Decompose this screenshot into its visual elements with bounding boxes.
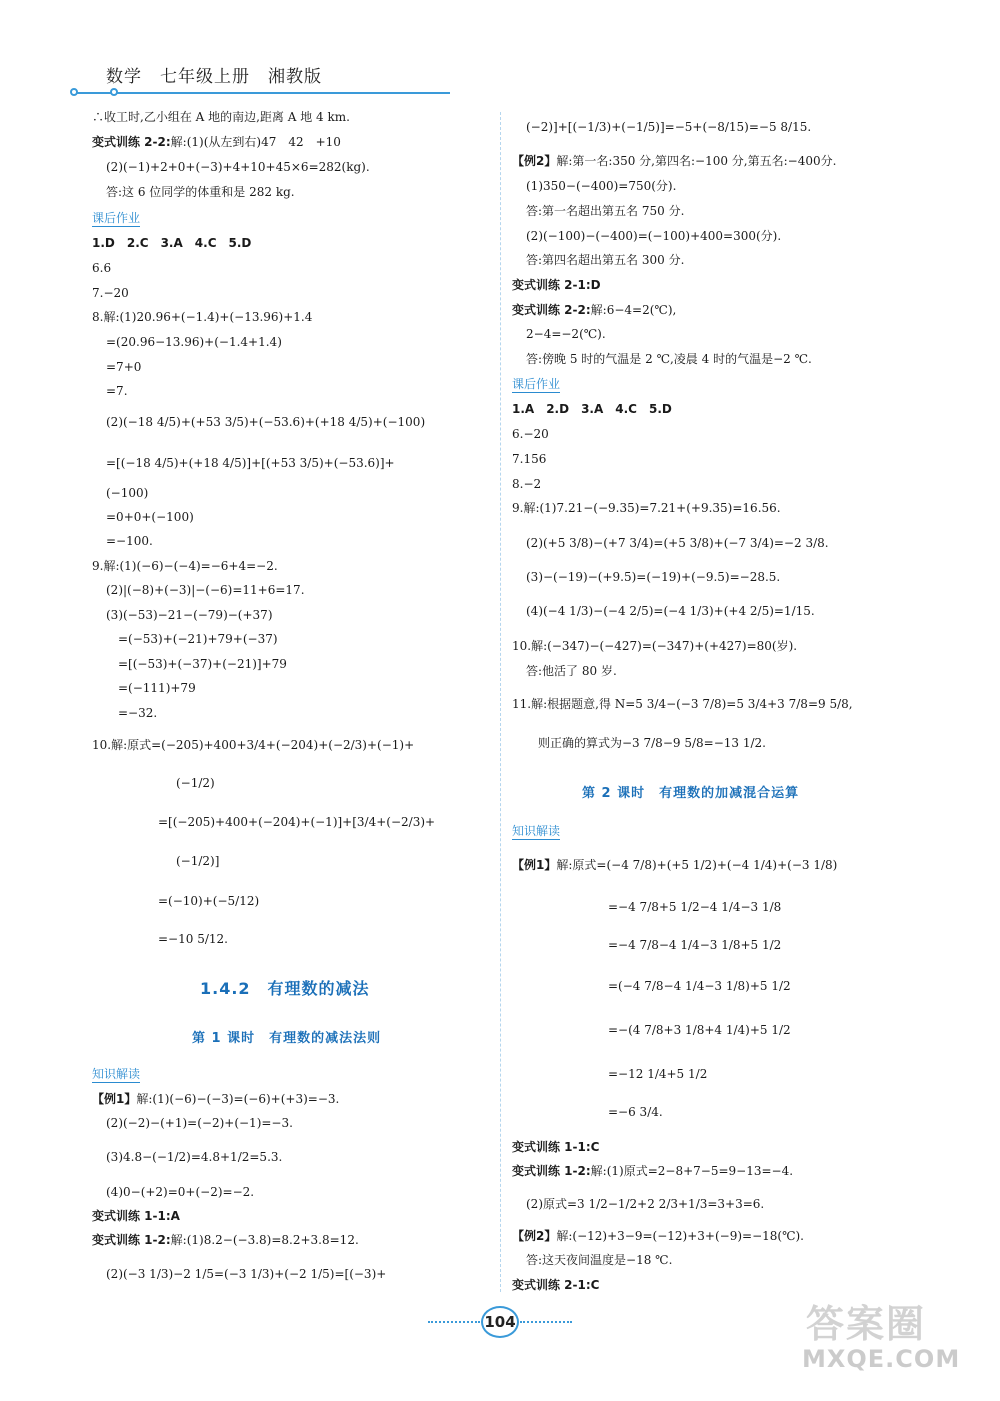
text-line: 6.6 bbox=[92, 261, 112, 275]
text-line bbox=[92, 133, 341, 153]
text-line bbox=[92, 1090, 339, 1110]
text-line: (2)(+5 3/8)−(+7 3/4)=(+5 3/8)+(−7 3/4)=−2 3/8. bbox=[526, 536, 829, 550]
label: 【例2】 bbox=[512, 1229, 557, 1243]
text-line: =−10 5/12. bbox=[158, 932, 228, 946]
text-line: ∴收工时,乙小组在 A 地的南边,距离 A 地 4 km. bbox=[92, 110, 350, 124]
text-line: 变式训练 1-1:A bbox=[92, 1209, 180, 1223]
text-line bbox=[92, 1231, 359, 1251]
tag-label: 课后作业 bbox=[92, 211, 141, 225]
text-line: 9.解:(1)(−6)−(−4)=−6+4=−2. bbox=[92, 559, 278, 573]
text-line: =−100. bbox=[106, 534, 153, 548]
text-line: =−4 7/8−4 1/4−3 1/8+5 1/2 bbox=[608, 938, 782, 952]
label: 变式训练 2-2: bbox=[512, 303, 591, 317]
text-line: (−1/2)] bbox=[176, 854, 220, 868]
text-line: (1)350−(−400)=750(分). bbox=[526, 179, 677, 193]
text-line: =[(−53)+(−37)+(−21)]+79 bbox=[118, 657, 287, 671]
page-header bbox=[70, 62, 450, 102]
text-line: 7.156 bbox=[512, 452, 547, 466]
text-line: =7+0 bbox=[106, 360, 142, 374]
text-line: 答:这 6 位同学的体重和是 282 kg. bbox=[106, 185, 295, 199]
text-line: (4)(−4 1/3)−(−4 2/5)=(−4 1/3)+(+4 2/5)=1/15. bbox=[526, 604, 815, 618]
text-line: =0+0+(−100) bbox=[106, 510, 194, 524]
text: 解:第一名:350 分,第四名:−100 分,第五名:−400分. bbox=[556, 154, 837, 168]
text-line: 答:他活了 80 岁. bbox=[526, 664, 617, 678]
text-line bbox=[512, 152, 836, 172]
text-line: 11.解:根据题意,得 N=5 3/4−(−3 7/8)=5 3/4+3 7/8=9 5/8, bbox=[512, 697, 853, 711]
text-line: 答:傍晚 5 时的气温是 2 ℃,凌晨 4 时的气温是−2 ℃. bbox=[526, 352, 812, 366]
text-line: =−4 7/8+5 1/2−4 1/4−3 1/8 bbox=[608, 900, 782, 914]
page-footer bbox=[428, 1305, 572, 1339]
label: 【例1】 bbox=[512, 858, 557, 872]
footer-dots bbox=[428, 1321, 480, 1323]
text-line: (−2)]+[(−1/3)+(−1/5)]=−5+(−8/15)=−5 8/15. bbox=[526, 120, 812, 134]
watermark-logo-text: 答案圈 bbox=[806, 1302, 927, 1346]
section-tag bbox=[92, 209, 140, 229]
text-line bbox=[512, 856, 837, 876]
watermark-url: MXQE.COM bbox=[802, 1345, 961, 1373]
text-line: (3)(−53)−21−(−79)−(+37) bbox=[106, 608, 273, 622]
text-line: 10.解:(−347)−(−427)=(−347)+(+427)=80(岁). bbox=[512, 639, 798, 653]
text-line: (2)(−3 1/3)−2 1/5=(−3 1/3)+(−2 1/5)=[(−3)+ bbox=[106, 1267, 387, 1281]
text-line: (2)原式=3 1/2−1/2+2 2/3+1/3=3+3=6. bbox=[526, 1197, 765, 1211]
text-line bbox=[512, 301, 676, 321]
section-tag bbox=[512, 375, 560, 395]
text-line: (2)(−100)−(−400)=(−100)+400=300(分). bbox=[526, 229, 782, 243]
text-line: 变式训练 1-1:C bbox=[512, 1140, 600, 1154]
text-line: 变式训练 2-1:D bbox=[512, 278, 601, 292]
label: 【例1】 bbox=[92, 1092, 137, 1106]
text-line: =(−53)+(−21)+79+(−37) bbox=[118, 632, 278, 646]
text-line: =(−4 7/8−4 1/4−3 1/8)+5 1/2 bbox=[608, 979, 791, 993]
section-tag bbox=[92, 1065, 140, 1085]
tag-label: 课后作业 bbox=[512, 377, 561, 391]
text-line: (2)(−1)+2+0+(−3)+4+10+45×6=282(kg). bbox=[106, 160, 370, 174]
text-line: =[(−18 4/5)+(+18 4/5)]+[(+53 3/5)+(−53.6)]+ bbox=[106, 456, 395, 470]
text-line bbox=[512, 1227, 804, 1247]
text-line: =−6 3/4. bbox=[608, 1105, 663, 1119]
text-line: =(20.96−13.96)+(−1.4+1.4) bbox=[106, 335, 282, 349]
section-heading: 1.4.2 有理数的减法 bbox=[200, 979, 370, 998]
header-circle-ornament bbox=[110, 88, 118, 96]
text: 解:原式=(−4 7/8)+(+5 1/2)+(−4 1/4)+(−3 1/8) bbox=[556, 858, 838, 872]
text: 解:6−4=2(℃), bbox=[590, 303, 677, 317]
text-line: (3)−(−19)−(+9.5)=(−19)+(−9.5)=−28.5. bbox=[526, 570, 781, 584]
header-title: 数学 七年级上册 湘教版 bbox=[106, 67, 322, 87]
label: 变式训练 2-2: bbox=[92, 135, 171, 149]
text-line: 7.−20 bbox=[92, 286, 129, 300]
text-line: =−32. bbox=[118, 706, 158, 720]
text-line: (4)0−(+2)=0+(−2)=−2. bbox=[106, 1185, 255, 1199]
text-line: 答:第一名超出第五名 750 分. bbox=[526, 204, 685, 218]
text-line: 答:第四名超出第五名 300 分. bbox=[526, 253, 685, 267]
label: 变式训练 1-2: bbox=[92, 1233, 171, 1247]
text-line: 9.解:(1)7.21−(−9.35)=7.21+(+9.35)=16.56. bbox=[512, 501, 781, 515]
text-line: 6.−20 bbox=[512, 427, 549, 441]
text-line: (2)(−2)−(+1)=(−2)+(−1)=−3. bbox=[106, 1116, 293, 1130]
text-line: =[(−205)+400+(−204)+(−1)]+[3/4+(−2/3)+ bbox=[158, 815, 436, 829]
text-line: (2)|(−8)+(−3)|−(−6)=11+6=17. bbox=[106, 583, 305, 597]
text-line: (−100) bbox=[106, 486, 149, 500]
text-line: 8.解:(1)20.96+(−1.4)+(−13.96)+1.4 bbox=[92, 310, 313, 324]
text-line: =−12 1/4+5 1/2 bbox=[608, 1067, 708, 1081]
text-line: 1.A 2.D 3.A 4.C 5.D bbox=[512, 402, 672, 416]
section-tag bbox=[512, 822, 560, 842]
text: 解:(1)原式=2−8+7−5=9−13=−4. bbox=[590, 1164, 794, 1178]
text-line: =7. bbox=[106, 384, 128, 398]
lesson-heading: 第 1 课时 有理数的减法法则 bbox=[192, 1031, 382, 1046]
tag-label: 知识解读 bbox=[512, 824, 561, 838]
page-number: 104 bbox=[481, 1306, 519, 1338]
text-line: 2−4=−2(℃). bbox=[526, 327, 606, 341]
text: 解:(1)8.2−(−3.8)=8.2+3.8=12. bbox=[170, 1233, 359, 1247]
label: 【例2】 bbox=[512, 154, 557, 168]
text-line: 答:这天夜间温度是−18 ℃. bbox=[526, 1253, 673, 1267]
text-line: (−1/2) bbox=[176, 776, 215, 790]
text-line: 8.−2 bbox=[512, 477, 542, 491]
watermark-logo bbox=[802, 1293, 982, 1383]
header-circle-ornament bbox=[70, 88, 78, 96]
text-line: =(−111)+79 bbox=[118, 681, 196, 695]
text: 解:(1)(从左到右)47 42 +10 bbox=[170, 135, 341, 149]
text-line: 10.解:原式=(−205)+400+3/4+(−204)+(−2/3)+(−1)+ bbox=[92, 738, 415, 752]
lesson-heading: 第 2 课时 有理数的加减混合运算 bbox=[582, 786, 800, 801]
text-line: 变式训练 2-1:C bbox=[512, 1278, 600, 1292]
text-line: 1.D 2.C 3.A 4.C 5.D bbox=[92, 236, 252, 250]
label: 变式训练 1-2: bbox=[512, 1164, 591, 1178]
text-line: =(−10)+(−5/12) bbox=[158, 894, 260, 908]
tag-label: 知识解读 bbox=[92, 1067, 141, 1081]
text: 解:(1)(−6)−(−3)=(−6)+(+3)=−3. bbox=[136, 1092, 340, 1106]
header-rule bbox=[74, 92, 450, 94]
text-line: 则正确的算式为−3 7/8−9 5/8=−13 1/2. bbox=[538, 736, 766, 750]
text: 解:(−12)+3−9=(−12)+3+(−9)=−18(℃). bbox=[556, 1229, 804, 1243]
text-line: (2)(−18 4/5)+(+53 3/5)+(−53.6)+(+18 4/5)+(−100) bbox=[106, 415, 426, 429]
footer-dots bbox=[520, 1321, 572, 1323]
text-line: =−(4 7/8+3 1/8+4 1/4)+5 1/2 bbox=[608, 1023, 791, 1037]
text-line: (3)4.8−(−1/2)=4.8+1/2=5.3. bbox=[106, 1150, 283, 1164]
text-line bbox=[512, 1162, 793, 1182]
column-divider bbox=[500, 112, 501, 1292]
